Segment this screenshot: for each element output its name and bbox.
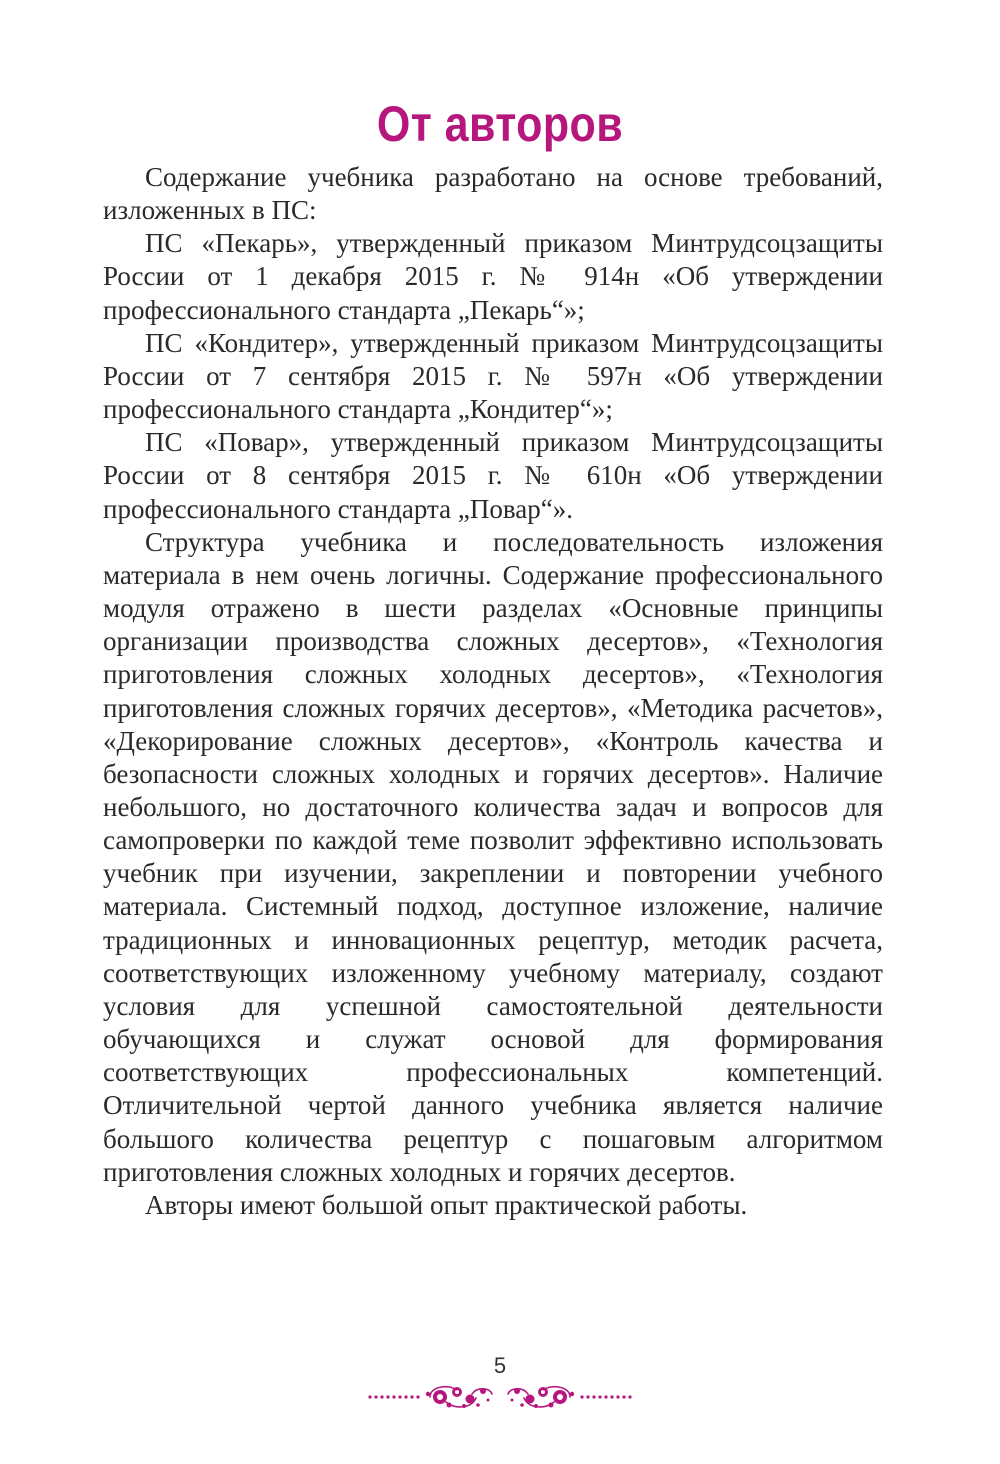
- paragraph-authors-experience: Авторы имеют большой опыт практической работы.: [145, 1189, 748, 1220]
- paragraph-baker-standard: ПС «Пекарь», утвержденный приказом Минтрудсоцзащиты России от 1 декабря 2015 г. № 914н «Об утверждении профессионального стандарта „Пекарь“»;: [103, 228, 883, 325]
- page-title: От авторов: [376, 95, 624, 152]
- paragraph-cook-standard: ПС «Повар», утвержденный приказом Минтрудсоцзащиты России от 8 сентября 2015 г. № 610н «Об утверждении профессионального стандарта „Повар“».: [103, 427, 883, 524]
- floral-swirl-ornament-icon: [360, 1380, 640, 1414]
- page-number: 5: [493, 1353, 507, 1378]
- paragraph-structure: Структура учебника и последовательность изложения материала в нем очень логичны. Содержание профессионального модуля отражено в шести разделах «Основные принципы организации производства сложных десертов», «Технология приготовления сложных холодных десертов», «Технология приготовления сложных горячих десертов», «Методика расчетов», «Декорирование сложных десертов», «Контроль качества и безопасности сложных холодных и горячих десертов». Наличие небольшого, но достаточного количества задач и вопросов для самопроверки по каждой теме позволит эффективно использовать учебник при изучении, закреплении и повторении учебного материала. Системный подход, доступное изложение, наличие традиционных и инновационных рецептур, методик расчета, соответствующих изложенному учебному материалу, создают условия для успешной самостоятельной деятельности обучающихся и служат основой для формирования соответствующих профессиональных компетенций. Отличительной чертой данного учебника является наличие большого количества рецептур с пошаговым алгоритмом приготовления сложных холодных и горячих десертов.: [103, 526, 883, 1187]
- paragraph-confectioner-standard: ПС «Кондитер», утвержденный приказом Минтрудсоцзащиты России от 7 сентября 2015 г. № 597н «Об утверждении профессионального стандарта „Кондитер“»;: [103, 327, 883, 425]
- body-text: [103, 161, 883, 1222]
- paragraph-intro: Содержание учебника разработано на основе требований, изложенных в ПС:: [103, 162, 883, 226]
